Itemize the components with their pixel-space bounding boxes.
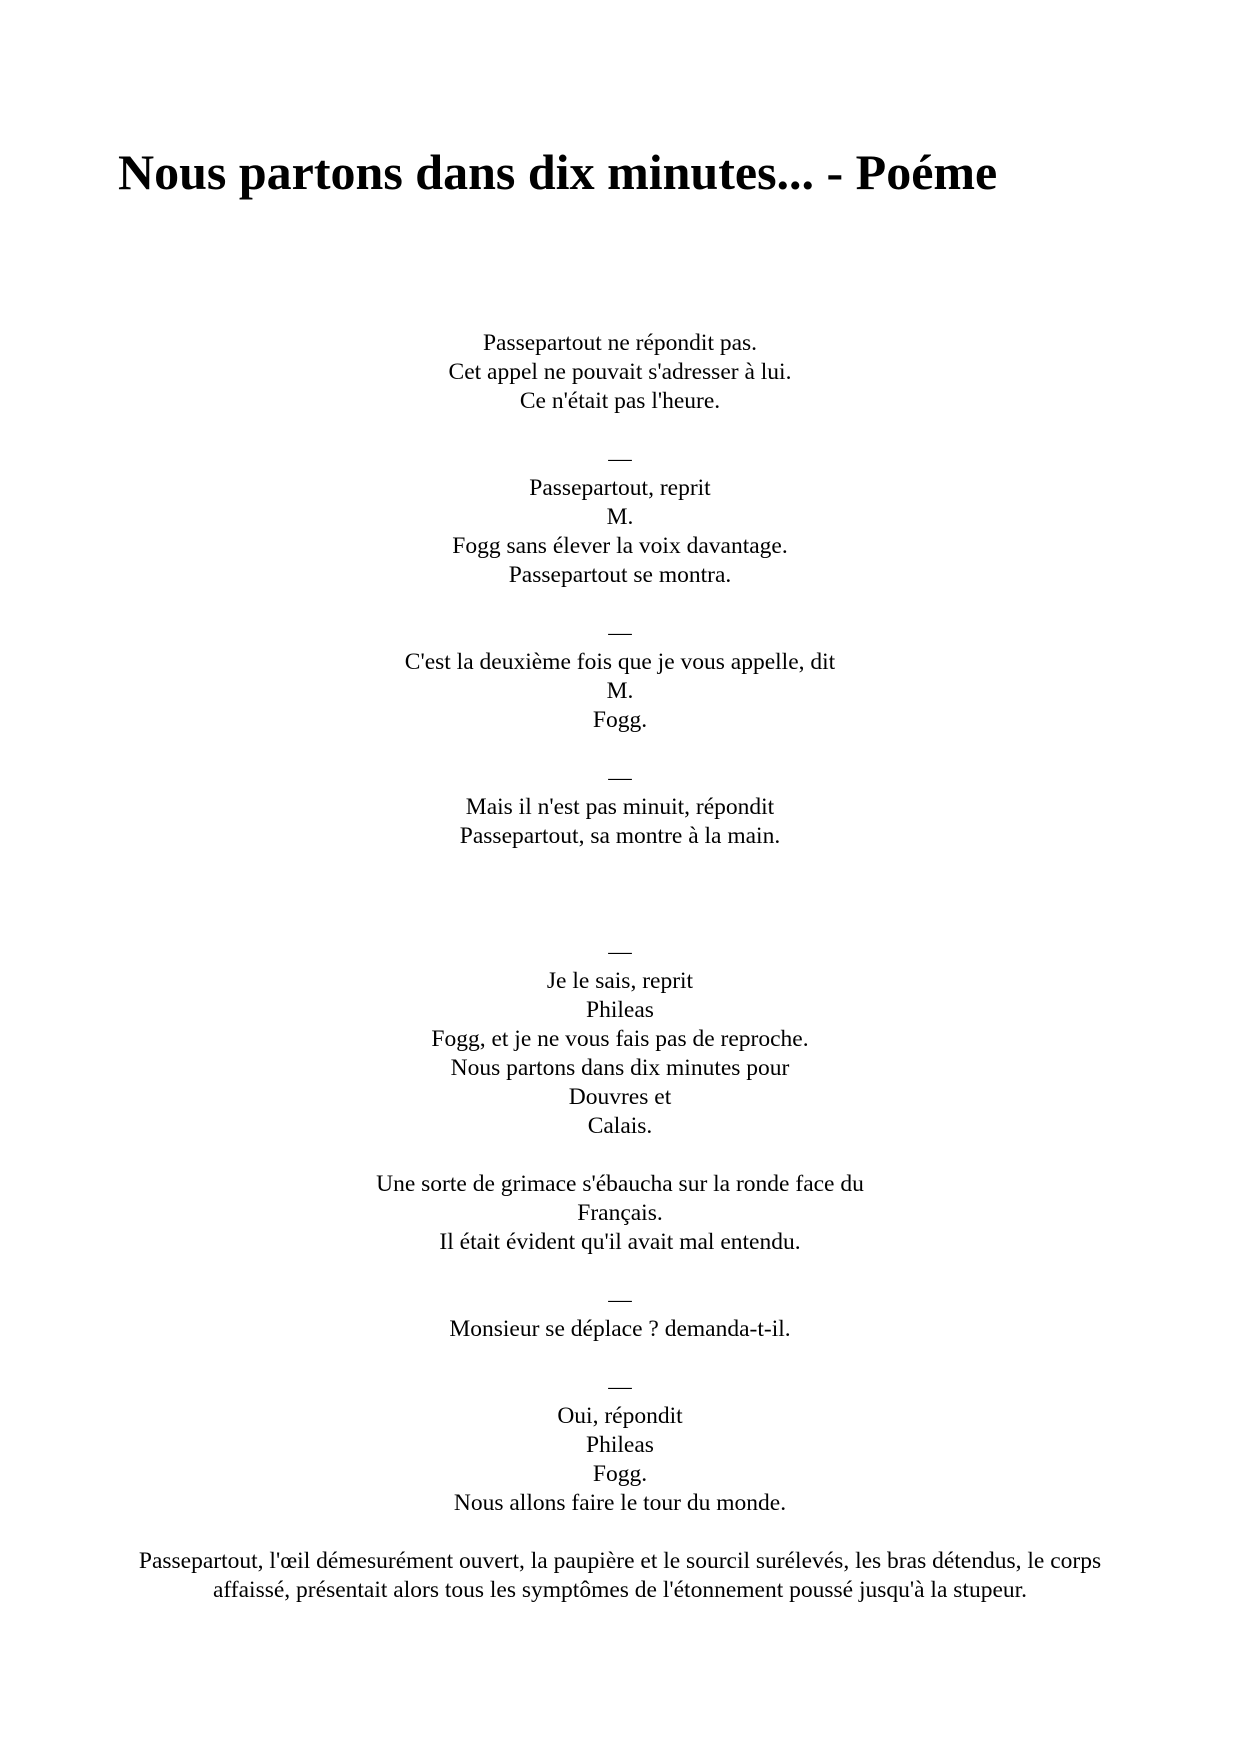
poem-line: M. [606, 504, 634, 530]
dialogue-dash: — [608, 939, 632, 965]
poem-line: Français. [577, 1200, 663, 1226]
poem-line: Oui, répondit [557, 1403, 683, 1429]
page-title: Nous partons dans dix minutes... - Poéme [118, 144, 998, 200]
blank-line [120, 590, 1120, 619]
poem-line: Mais il n'est pas minuit, répondit [465, 794, 775, 820]
poem-line: Fogg. [592, 1461, 648, 1487]
poem-line: Fogg. [592, 707, 648, 733]
blank-line [120, 909, 1120, 938]
poem-line: Passepartout, reprit [529, 475, 711, 501]
poem-line: Une sorte de grimace s'ébaucha sur la ronde face du [376, 1171, 864, 1197]
blank-line [120, 735, 1120, 764]
poem-line: Phileas [586, 1432, 654, 1458]
poem-line: Nous allons faire le tour du monde. [453, 1490, 787, 1516]
poem-line: Cet appel ne pouvait s'adresser à lui. [448, 359, 792, 385]
poem-line: M. [606, 678, 634, 704]
blank-line [120, 1518, 1120, 1547]
blank-line [120, 1344, 1120, 1373]
poem-line: Phileas [586, 997, 654, 1023]
blank-line [120, 1257, 1120, 1286]
dialogue-dash: — [608, 1287, 632, 1313]
poem-line: Passepartout, sa montre à la main. [459, 823, 781, 849]
blank-line [120, 416, 1120, 445]
poem-line: Je le sais, reprit [546, 968, 694, 994]
poem-line: C'est la deuxième fois que je vous appelle, dit [404, 649, 836, 675]
poem-line: Passepartout se montra. [508, 562, 732, 588]
poem-line: Monsieur se déplace ? demanda-t-il. [449, 1316, 791, 1342]
poem-line: Il était évident qu'il avait mal entendu. [439, 1229, 801, 1255]
poem-line: Douvres et [568, 1084, 672, 1110]
poem-line: Fogg sans élever la voix davantage. [452, 533, 788, 559]
poem-body [120, 329, 1120, 1605]
poem-line: Fogg, et je ne vous fais pas de reproche. [431, 1026, 809, 1052]
poem-line: Nous partons dans dix minutes pour [450, 1055, 790, 1081]
dialogue-dash: — [608, 446, 632, 472]
blank-line [120, 880, 1120, 909]
final-paragraph: Passepartout, l'œil démesurément ouvert, la paupière et le sourcil surélevés, les bras détendus, le corps affaissé, présentait alors tous les symptômes de l'étonnement poussé jusqu'à la stupeur. [138, 1548, 1102, 1603]
blank-line [120, 851, 1120, 880]
poem-line: Calais. [587, 1113, 653, 1139]
dialogue-dash: — [608, 620, 632, 646]
poem-line: Ce n'était pas l'heure. [519, 388, 721, 414]
dialogue-dash: — [608, 765, 632, 791]
poem-line: Passepartout ne répondit pas. [482, 330, 758, 356]
blank-line [120, 1141, 1120, 1170]
dialogue-dash: — [608, 1374, 632, 1400]
